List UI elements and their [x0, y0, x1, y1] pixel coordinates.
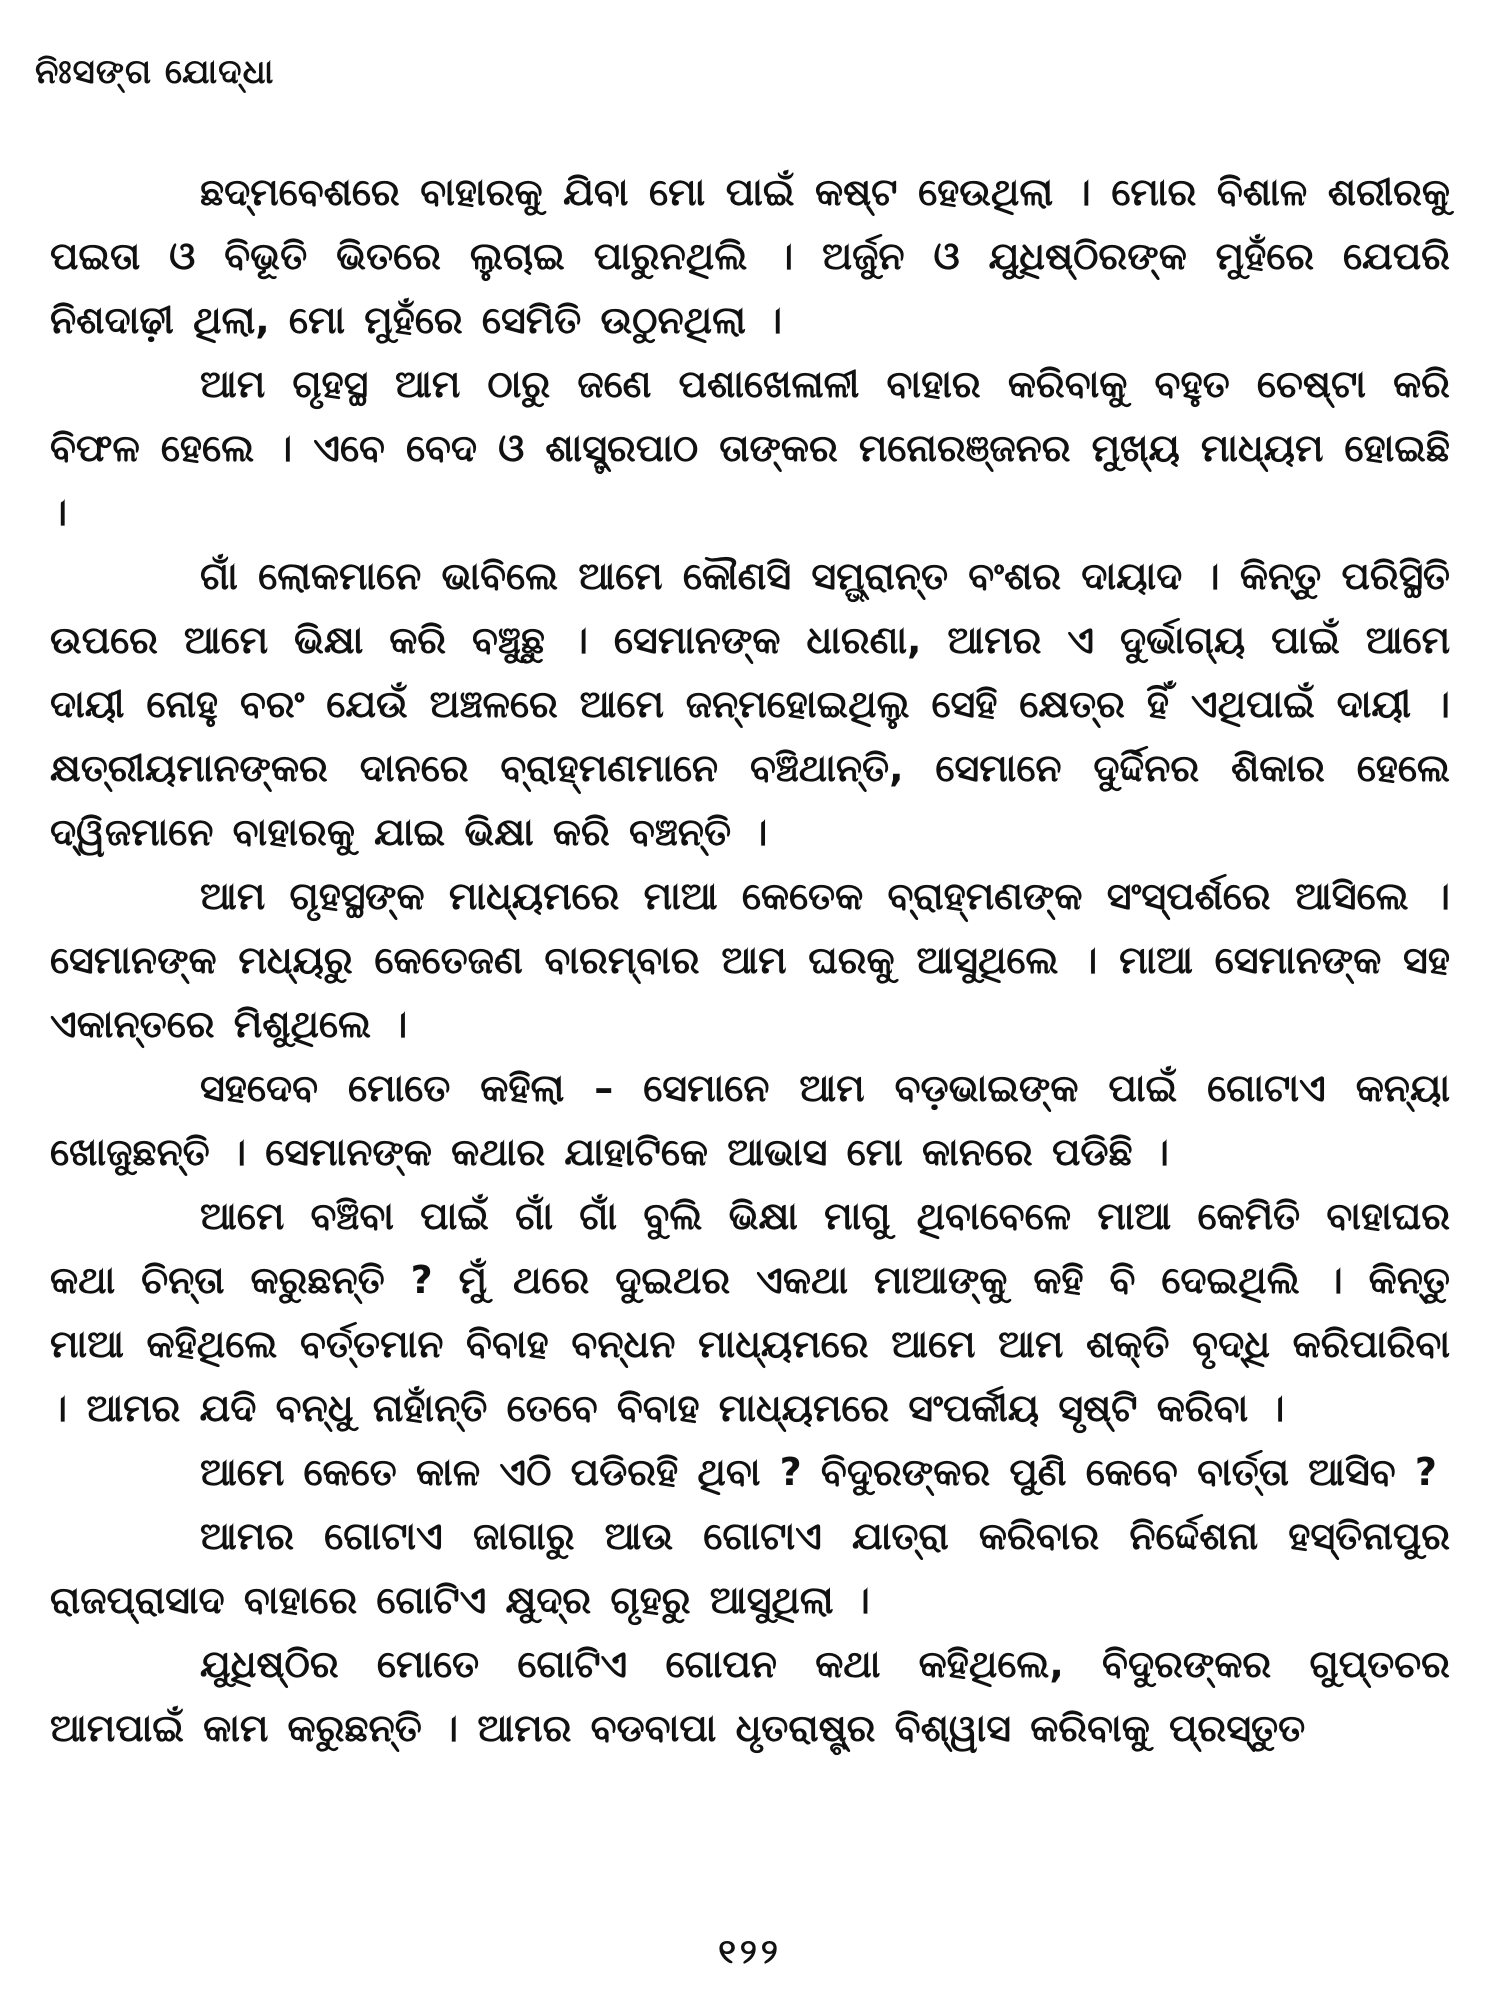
paragraph: ଆମ ଗୃହସ୍ଥ ଆମ ଠାରୁ ଜଣେ ପଶାଖେଳାଳୀ ବାହାର କରିବାକୁ ବହୁତ ଚେଷ୍ଟା କରି ବିଫଳ ହେଲେ । ଏବେ ବେଦ ଓ ଶାସ୍ତ୍ରପାଠ ତାଙ୍କର ମନୋରଞ୍ଜନର ମୁଖ୍ୟ ମାଧ୍ୟମ ହୋଇଛି । — [50, 362, 1450, 534]
paragraph: ଆମେ ବଞ୍ଚିବା ପାଇଁ ଗାଁ ଗାଁ ବୁଲି ଭିକ୍ଷା ମାଗୁ ଥିବାବେଳେ ମାଆ କେମିତି ବାହାଘର କଥା ଚିନ୍ତା କରୁଛନ୍ତି ? ମୁଁ ଥରେ ଦୁଇଥର ଏକଥା ମାଆଙ୍କୁ କହି ବି ଦେଇଥିଲି । କିନ୍ତୁ ମାଆ କହିଥିଲେ ବର୍ତ୍ତମାନ ବିବାହ ବନ୍ଧନ ମାଧ୍ୟମରେ ଆମେ ଆମ ଶକ୍ତି ବୃଦ୍ଧି କରିପାରିବା । ଆମର ଯଦି ବନ୍ଧୁ ନାହାଁନ୍ତି ତେବେ ବିବାହ ମାଧ୍ୟମରେ ସଂପର୍କୀୟ ସୃଷ୍ଟି କରିବା । — [50, 1194, 1450, 1430]
paragraph: ଛଦ୍ମବେଶରେ ବାହାରକୁ ଯିବା ମୋ ପାଇଁ କଷ୍ଟ ହେଉଥିଲା । ମୋର ବିଶାଳ ଶରୀରକୁ ପଇତା ଓ ବିଭୂତି ଭିତରେ ଲୁଚାଇ ପାରୁନଥିଲି । ଅର୍ଜୁନ ଓ ଯୁଧିଷ୍ଠିରଙ୍କ ମୁହଁରେ ଯେପରି ନିଶଦାଢ଼ୀ ଥିଲା, ମୋ ମୁହଁରେ ସେମିତି ଉଠୁନଥିଲା । — [50, 170, 1450, 342]
paragraph: ଆମର ଗୋଟାଏ ଜାଗାରୁ ଆଉ ଗୋଟାଏ ଯାତ୍ରା କରିବାର ନିର୍ଦ୍ଦେଶନା ହସ୍ତିନାପୁର ରାଜପ୍ରାସାଦ ବାହାରେ ଗୋଟିଏ କ୍ଷୁଦ୍ର ଗୃହରୁ ଆସୁଥିଲା । — [50, 1514, 1450, 1622]
page-number: ୧୨୨ — [718, 1932, 782, 1972]
paragraph: ଗାଁ ଲୋକମାନେ ଭାବିଲେ ଆମେ କୌଣସି ସମ୍ଭ୍ରାନ୍ତ ବଂଶର ଦାୟାଦ । କିନ୍ତୁ ପରିସ୍ଥିତି ଉପରେ ଆମେ ଭିକ୍ଷା କରି ବଞ୍ଚୁଛୁ । ସେମାନଙ୍କ ଧାରଣା, ଆମର ଏ ଦୁର୍ଭାଗ୍ୟ ପାଇଁ ଆମେ ଦାୟୀ ନୋହୁ ବରଂ ଯେଉଁ ଅଞ୍ଚଳରେ ଆମେ ଜନ୍ମହୋଇଥିଲୁ ସେହି କ୍ଷେତ୍ର ହିଁ ଏଥିପାଇଁ ଦାୟୀ । କ୍ଷତ୍ରୀୟମାନଙ୍କର ଦାନରେ ବ୍ରାହ୍ମଣମାନେ ବଞ୍ଚିଥାନ୍ତି, ସେମାନେ ଦୁର୍ଦ୍ଦିନର ଶିକାର ହେଲେ ଦ୍ୱିଜମାନେ ବାହାରକୁ ଯାଇ ଭିକ୍ଷା କରି ବଞ୍ଚନ୍ତି । — [50, 554, 1450, 854]
paragraph: ସହଦେବ ମୋତେ କହିଲା – ସେମାନେ ଆମ ବଡ଼ଭାଇଙ୍କ ପାଇଁ ଗୋଟାଏ କନ୍ୟା ଖୋଜୁଛନ୍ତି । ସେମାନଙ୍କ କଥାର ଯାହାଟିକେ ଆଭାସ ମୋ କାନରେ ପଡିଛି । — [50, 1066, 1450, 1174]
paragraph: ଯୁଧିଷ୍ଠିର ମୋତେ ଗୋଟିଏ ଗୋପନ କଥା କହିଥିଲେ, ବିଦୁରଙ୍କର ଗୁପ୍ତଚର ଆମପାଇଁ କାମ କରୁଛନ୍ତି । ଆମର ବଡବାପା ଧୃତରାଷ୍ଟ୍ର ବିଶ୍ୱାସ କରିବାକୁ ପ୍ରସ୍ତୁତ — [50, 1642, 1450, 1750]
body-text — [50, 160, 1450, 1760]
paragraph: ଆମେ କେତେ କାଳ ଏଠି ପଡିରହି ଥିବା ? ବିଦୁରଙ୍କର ପୁଣି କେବେ ବାର୍ତ୍ତା ଆସିବ ? — [200, 1450, 1437, 1494]
paragraph: ଆମ ଗୃହସ୍ଥଙ୍କ ମାଧ୍ୟମରେ ମାଆ କେତେକ ବ୍ରାହ୍ମଣଙ୍କ ସଂସ୍ପର୍ଶରେ ଆସିଲେ । ସେମାନଙ୍କ ମଧ୍ୟରୁ କେତେଜଣ ବାରମ୍ବାର ଆମ ଘରକୁ ଆସୁଥିଲେ । ମାଆ ସେମାନଙ୍କ ସହ ଏକାନ୍ତରେ ମିଶୁଥିଲେ । — [50, 874, 1450, 1046]
running-head: ନିଃସଙ୍ଗ ଯୋଦ୍ଧା — [35, 52, 275, 92]
